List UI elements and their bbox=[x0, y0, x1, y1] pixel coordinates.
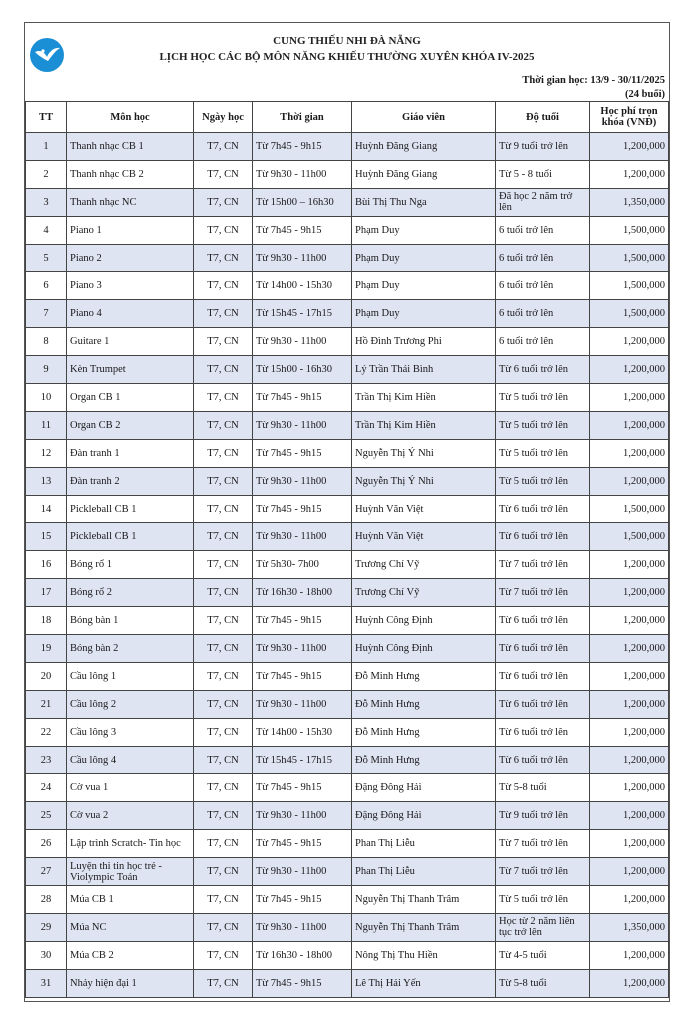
table-row bbox=[26, 941, 669, 969]
cell-age: Học từ 2 năm liên tục trở lên bbox=[496, 913, 590, 941]
table-row bbox=[26, 411, 669, 439]
table-row bbox=[26, 913, 669, 941]
cell-days: T7, CN bbox=[194, 439, 253, 467]
col-header-tt: TT bbox=[26, 102, 67, 133]
cell-fee: 1,350,000 bbox=[590, 188, 669, 216]
cell-fee: 1,200,000 bbox=[590, 160, 669, 188]
col-header-age: Độ tuổi bbox=[496, 102, 590, 133]
cell-tt: 29 bbox=[26, 913, 67, 941]
table-row bbox=[26, 216, 669, 244]
cell-teacher: Đỗ Minh Hưng bbox=[352, 662, 496, 690]
cell-days: T7, CN bbox=[194, 774, 253, 802]
table-row bbox=[26, 830, 669, 858]
cell-time: Từ 9h30 - 11h00 bbox=[253, 328, 352, 356]
cell-tt: 6 bbox=[26, 272, 67, 300]
table-row bbox=[26, 746, 669, 774]
cell-tt: 30 bbox=[26, 941, 67, 969]
cell-fee: 1,350,000 bbox=[590, 913, 669, 941]
cell-age: Từ 5 tuổi trở lên bbox=[496, 411, 590, 439]
cell-age: Từ 7 tuổi trở lên bbox=[496, 830, 590, 858]
cell-teacher: Nông Thị Thu Hiền bbox=[352, 941, 496, 969]
cell-days: T7, CN bbox=[194, 495, 253, 523]
cell-tt: 2 bbox=[26, 160, 67, 188]
cell-tt: 9 bbox=[26, 356, 67, 384]
cell-days: T7, CN bbox=[194, 802, 253, 830]
cell-teacher: Huỳnh Đăng Giang bbox=[352, 160, 496, 188]
cell-days: T7, CN bbox=[194, 662, 253, 690]
table-body bbox=[26, 133, 669, 998]
cell-fee: 1,200,000 bbox=[590, 662, 669, 690]
table-row bbox=[26, 467, 669, 495]
cell-fee: 1,200,000 bbox=[590, 802, 669, 830]
cell-fee: 1,200,000 bbox=[590, 384, 669, 412]
cell-days: T7, CN bbox=[194, 216, 253, 244]
cell-tt: 3 bbox=[26, 188, 67, 216]
cell-age: Từ 6 tuổi trở lên bbox=[496, 690, 590, 718]
cell-days: T7, CN bbox=[194, 746, 253, 774]
cell-time: Từ 7h45 - 9h15 bbox=[253, 969, 352, 997]
cell-age: Từ 5 tuổi trở lên bbox=[496, 439, 590, 467]
cell-days: T7, CN bbox=[194, 133, 253, 161]
cell-time: Từ 9h30 - 11h00 bbox=[253, 913, 352, 941]
cell-teacher: Phạm Duy bbox=[352, 244, 496, 272]
cell-time: Từ 15h00 - 16h30 bbox=[253, 356, 352, 384]
cell-teacher: Đỗ Minh Hưng bbox=[352, 690, 496, 718]
cell-tt: 20 bbox=[26, 662, 67, 690]
cell-days: T7, CN bbox=[194, 384, 253, 412]
table-row bbox=[26, 551, 669, 579]
cell-time: Từ 14h00 - 15h30 bbox=[253, 272, 352, 300]
cell-teacher: Đặng Đông Hải bbox=[352, 802, 496, 830]
cell-tt: 1 bbox=[26, 133, 67, 161]
cell-time: Từ 9h30 - 11h00 bbox=[253, 858, 352, 886]
cell-tt: 4 bbox=[26, 216, 67, 244]
cell-tt: 27 bbox=[26, 858, 67, 886]
table-row bbox=[26, 635, 669, 663]
cell-fee: 1,200,000 bbox=[590, 133, 669, 161]
cell-days: T7, CN bbox=[194, 300, 253, 328]
org-name: CUNG THIẾU NHI ĐÀ NẴNG bbox=[273, 35, 421, 47]
cell-days: T7, CN bbox=[194, 523, 253, 551]
cell-age: Từ 6 tuổi trở lên bbox=[496, 746, 590, 774]
cell-time: Từ 7h45 - 9h15 bbox=[253, 830, 352, 858]
cell-tt: 16 bbox=[26, 551, 67, 579]
cell-tt: 12 bbox=[26, 439, 67, 467]
cell-subject: Nhảy hiện đại 1 bbox=[67, 969, 194, 997]
cell-fee: 1,200,000 bbox=[590, 356, 669, 384]
cell-tt: 10 bbox=[26, 384, 67, 412]
cell-time: Từ 7h45 - 9h15 bbox=[253, 216, 352, 244]
cell-subject: Cầu lông 1 bbox=[67, 662, 194, 690]
cell-fee: 1,200,000 bbox=[590, 411, 669, 439]
cell-time: Từ 9h30 - 11h00 bbox=[253, 160, 352, 188]
cell-fee: 1,500,000 bbox=[590, 216, 669, 244]
cell-teacher: Đỗ Minh Hưng bbox=[352, 718, 496, 746]
cell-time: Từ 15h45 - 17h15 bbox=[253, 300, 352, 328]
cell-fee: 1,500,000 bbox=[590, 495, 669, 523]
cell-time: Từ 14h00 - 15h30 bbox=[253, 718, 352, 746]
cell-time: Từ 9h30 - 11h00 bbox=[253, 244, 352, 272]
cell-subject: Piano 2 bbox=[67, 244, 194, 272]
col-header-teacher: Giáo viên bbox=[352, 102, 496, 133]
cell-fee: 1,200,000 bbox=[590, 969, 669, 997]
cell-days: T7, CN bbox=[194, 244, 253, 272]
table-row bbox=[26, 886, 669, 914]
cell-subject: Đàn tranh 1 bbox=[67, 439, 194, 467]
cell-age: Từ 6 tuổi trở lên bbox=[496, 495, 590, 523]
cell-time: Từ 15h00 – 16h30 bbox=[253, 188, 352, 216]
cell-age: Từ 5 tuổi trở lên bbox=[496, 384, 590, 412]
cell-teacher: Huỳnh Văn Việt bbox=[352, 523, 496, 551]
cell-subject: Bóng rổ 2 bbox=[67, 579, 194, 607]
cell-subject: Cầu lông 3 bbox=[67, 718, 194, 746]
cell-time: Từ 5h30- 7h00 bbox=[253, 551, 352, 579]
table-row bbox=[26, 579, 669, 607]
cell-tt: 5 bbox=[26, 244, 67, 272]
cell-days: T7, CN bbox=[194, 356, 253, 384]
cell-fee: 1,200,000 bbox=[590, 690, 669, 718]
cell-fee: 1,200,000 bbox=[590, 718, 669, 746]
cell-subject: Piano 4 bbox=[67, 300, 194, 328]
cell-days: T7, CN bbox=[194, 858, 253, 886]
cell-tt: 26 bbox=[26, 830, 67, 858]
cell-tt: 19 bbox=[26, 635, 67, 663]
cell-age: Từ 5 tuổi trở lên bbox=[496, 467, 590, 495]
cell-teacher: Phạm Duy bbox=[352, 216, 496, 244]
col-header-subject: Môn học bbox=[67, 102, 194, 133]
cell-age: 6 tuổi trở lên bbox=[496, 300, 590, 328]
schedule-table bbox=[25, 101, 669, 998]
cell-tt: 18 bbox=[26, 607, 67, 635]
cell-fee: 1,500,000 bbox=[590, 523, 669, 551]
table-row bbox=[26, 439, 669, 467]
cell-teacher: Lý Trần Thái Bình bbox=[352, 356, 496, 384]
cell-teacher: Nguyễn Thị Ý Nhi bbox=[352, 467, 496, 495]
cell-teacher: Trương Chí Vỹ bbox=[352, 579, 496, 607]
cell-tt: 25 bbox=[26, 802, 67, 830]
cell-teacher: Trương Chí Vỹ bbox=[352, 551, 496, 579]
cell-age: 6 tuổi trở lên bbox=[496, 216, 590, 244]
cell-fee: 1,500,000 bbox=[590, 244, 669, 272]
cell-teacher: Lê Thị Hải Yến bbox=[352, 969, 496, 997]
cell-tt: 24 bbox=[26, 774, 67, 802]
cell-subject: Bóng bàn 1 bbox=[67, 607, 194, 635]
table-row bbox=[26, 384, 669, 412]
cell-days: T7, CN bbox=[194, 579, 253, 607]
cell-days: T7, CN bbox=[194, 272, 253, 300]
cell-fee: 1,500,000 bbox=[590, 272, 669, 300]
cell-age: 6 tuổi trở lên bbox=[496, 272, 590, 300]
cell-age: Từ 6 tuổi trở lên bbox=[496, 607, 590, 635]
cell-teacher: Nguyễn Thị Thanh Trâm bbox=[352, 913, 496, 941]
cell-age: Từ 9 tuổi trở lên bbox=[496, 133, 590, 161]
session-count: (24 buổi) bbox=[625, 89, 665, 100]
cell-age: Từ 7 tuổi trở lên bbox=[496, 858, 590, 886]
cell-fee: 1,500,000 bbox=[590, 300, 669, 328]
cell-tt: 28 bbox=[26, 886, 67, 914]
cell-fee: 1,200,000 bbox=[590, 858, 669, 886]
cell-teacher: Huỳnh Công Định bbox=[352, 607, 496, 635]
cell-time: Từ 9h30 - 11h00 bbox=[253, 635, 352, 663]
table-header-row bbox=[26, 102, 669, 133]
cell-tt: 14 bbox=[26, 495, 67, 523]
cell-age: Từ 5 - 8 tuổi bbox=[496, 160, 590, 188]
cell-teacher: Phan Thị Liễu bbox=[352, 858, 496, 886]
cell-days: T7, CN bbox=[194, 551, 253, 579]
cell-age: 6 tuổi trở lên bbox=[496, 244, 590, 272]
cell-age: Từ 5-8 tuổi bbox=[496, 969, 590, 997]
table-row bbox=[26, 858, 669, 886]
cell-subject: Cầu lông 4 bbox=[67, 746, 194, 774]
table-row bbox=[26, 969, 669, 997]
table-row bbox=[26, 690, 669, 718]
table-row bbox=[26, 718, 669, 746]
table-row bbox=[26, 300, 669, 328]
cell-teacher: Bùi Thị Thu Nga bbox=[352, 188, 496, 216]
cell-age: Từ 7 tuổi trở lên bbox=[496, 551, 590, 579]
cell-fee: 1,200,000 bbox=[590, 439, 669, 467]
cell-teacher: Hồ Đình Trương Phi bbox=[352, 328, 496, 356]
cell-days: T7, CN bbox=[194, 188, 253, 216]
cell-subject: Thanh nhạc NC bbox=[67, 188, 194, 216]
cell-subject: Cờ vua 1 bbox=[67, 774, 194, 802]
cell-teacher: Huỳnh Đăng Giang bbox=[352, 133, 496, 161]
cell-age: Từ 6 tuổi trở lên bbox=[496, 718, 590, 746]
schedule-sheet bbox=[24, 22, 670, 1002]
cell-time: Từ 15h45 - 17h15 bbox=[253, 746, 352, 774]
cell-days: T7, CN bbox=[194, 635, 253, 663]
cell-age: Từ 9 tuổi trở lên bbox=[496, 802, 590, 830]
table-row bbox=[26, 495, 669, 523]
cell-time: Từ 7h45 - 9h15 bbox=[253, 607, 352, 635]
cell-time: Từ 9h30 - 11h00 bbox=[253, 802, 352, 830]
cell-subject: Luyện thi tin học trẻ - Violympic Toán bbox=[67, 858, 194, 886]
cell-teacher: Nguyễn Thị Thanh Trâm bbox=[352, 886, 496, 914]
cell-subject: Pickleball CB 1 bbox=[67, 523, 194, 551]
col-header-time: Thời gian bbox=[253, 102, 352, 133]
schedule-dates: Thời gian học: 13/9 - 30/11/2025 bbox=[522, 75, 665, 86]
cell-fee: 1,200,000 bbox=[590, 635, 669, 663]
cell-age: Từ 5 tuổi trở lên bbox=[496, 886, 590, 914]
cell-teacher: Huỳnh Công Định bbox=[352, 635, 496, 663]
cell-fee: 1,200,000 bbox=[590, 774, 669, 802]
cell-subject: Múa NC bbox=[67, 913, 194, 941]
cell-age: Từ 7 tuổi trở lên bbox=[496, 579, 590, 607]
cell-time: Từ 7h45 - 9h15 bbox=[253, 384, 352, 412]
table-row bbox=[26, 607, 669, 635]
cell-tt: 22 bbox=[26, 718, 67, 746]
cell-fee: 1,200,000 bbox=[590, 467, 669, 495]
cell-age: Từ 5-8 tuổi bbox=[496, 774, 590, 802]
cell-days: T7, CN bbox=[194, 886, 253, 914]
table-row bbox=[26, 244, 669, 272]
cell-subject: Thanh nhạc CB 1 bbox=[67, 133, 194, 161]
cell-days: T7, CN bbox=[194, 328, 253, 356]
cell-subject: Guitare 1 bbox=[67, 328, 194, 356]
cell-teacher: Phan Thị Liễu bbox=[352, 830, 496, 858]
table-row bbox=[26, 774, 669, 802]
cell-teacher: Huỳnh Văn Việt bbox=[352, 495, 496, 523]
cell-subject: Organ CB 1 bbox=[67, 384, 194, 412]
page-title: LỊCH HỌC CÁC BỘ MÔN NĂNG KHIẾU THƯỜNG XUYÊN KHÓA IV-2025 bbox=[159, 51, 535, 63]
cell-subject: Đàn tranh 2 bbox=[67, 467, 194, 495]
cell-days: T7, CN bbox=[194, 467, 253, 495]
cell-subject: Thanh nhạc CB 2 bbox=[67, 160, 194, 188]
cell-time: Từ 7h45 - 9h15 bbox=[253, 439, 352, 467]
cell-tt: 23 bbox=[26, 746, 67, 774]
cell-subject: Piano 1 bbox=[67, 216, 194, 244]
cell-days: T7, CN bbox=[194, 969, 253, 997]
cell-time: Từ 9h30 - 11h00 bbox=[253, 690, 352, 718]
cell-subject: Organ CB 2 bbox=[67, 411, 194, 439]
cell-time: Từ 16h30 - 18h00 bbox=[253, 579, 352, 607]
cell-teacher: Phạm Duy bbox=[352, 300, 496, 328]
cell-tt: 13 bbox=[26, 467, 67, 495]
cell-age: Từ 6 tuổi trở lên bbox=[496, 662, 590, 690]
cell-days: T7, CN bbox=[194, 941, 253, 969]
cell-fee: 1,200,000 bbox=[590, 607, 669, 635]
cell-subject: Bóng bàn 2 bbox=[67, 635, 194, 663]
cell-subject: Lập trình Scratch- Tin học bbox=[67, 830, 194, 858]
cell-fee: 1,200,000 bbox=[590, 579, 669, 607]
cell-time: Từ 7h45 - 9h15 bbox=[253, 886, 352, 914]
cell-subject: Cầu lông 2 bbox=[67, 690, 194, 718]
table-row bbox=[26, 272, 669, 300]
col-header-fee: Học phí trọn khóa (VNĐ) bbox=[590, 102, 669, 133]
cell-days: T7, CN bbox=[194, 718, 253, 746]
table-row bbox=[26, 523, 669, 551]
cell-teacher: Nguyễn Thị Ý Nhi bbox=[352, 439, 496, 467]
cell-age: Từ 6 tuổi trở lên bbox=[496, 635, 590, 663]
cell-subject: Cờ vua 2 bbox=[67, 802, 194, 830]
table-row bbox=[26, 662, 669, 690]
table-row bbox=[26, 328, 669, 356]
cell-teacher: Trần Thị Kim Hiền bbox=[352, 411, 496, 439]
cell-time: Từ 7h45 - 9h15 bbox=[253, 495, 352, 523]
cell-subject: Bóng rổ 1 bbox=[67, 551, 194, 579]
cell-time: Từ 7h45 - 9h15 bbox=[253, 662, 352, 690]
cell-tt: 7 bbox=[26, 300, 67, 328]
cell-days: T7, CN bbox=[194, 160, 253, 188]
cell-tt: 11 bbox=[26, 411, 67, 439]
cell-time: Từ 9h30 - 11h00 bbox=[253, 411, 352, 439]
cell-age: Đã học 2 năm trở lên bbox=[496, 188, 590, 216]
cell-age: Từ 4-5 tuổi bbox=[496, 941, 590, 969]
cell-fee: 1,200,000 bbox=[590, 886, 669, 914]
cell-subject: Piano 3 bbox=[67, 272, 194, 300]
cell-time: Từ 7h45 - 9h15 bbox=[253, 133, 352, 161]
cell-days: T7, CN bbox=[194, 830, 253, 858]
cell-days: T7, CN bbox=[194, 913, 253, 941]
cell-teacher: Phạm Duy bbox=[352, 272, 496, 300]
cell-subject: Kèn Trumpet bbox=[67, 356, 194, 384]
cell-tt: 8 bbox=[26, 328, 67, 356]
cell-subject: Múa CB 1 bbox=[67, 886, 194, 914]
cell-teacher: Đỗ Minh Hưng bbox=[352, 746, 496, 774]
cell-age: Từ 6 tuổi trở lên bbox=[496, 356, 590, 384]
cell-subject: Múa CB 2 bbox=[67, 941, 194, 969]
cell-days: T7, CN bbox=[194, 607, 253, 635]
cell-subject: Pickleball CB 1 bbox=[67, 495, 194, 523]
cell-fee: 1,200,000 bbox=[590, 328, 669, 356]
cell-time: Từ 16h30 - 18h00 bbox=[253, 941, 352, 969]
table-row bbox=[26, 188, 669, 216]
cell-tt: 17 bbox=[26, 579, 67, 607]
cell-tt: 15 bbox=[26, 523, 67, 551]
cell-fee: 1,200,000 bbox=[590, 830, 669, 858]
cell-time: Từ 9h30 - 11h00 bbox=[253, 523, 352, 551]
table-row bbox=[26, 133, 669, 161]
cell-days: T7, CN bbox=[194, 411, 253, 439]
cell-tt: 21 bbox=[26, 690, 67, 718]
cell-age: 6 tuổi trở lên bbox=[496, 328, 590, 356]
col-header-days: Ngày học bbox=[194, 102, 253, 133]
cell-time: Từ 9h30 - 11h00 bbox=[253, 467, 352, 495]
table-row bbox=[26, 356, 669, 384]
cell-age: Từ 6 tuổi trở lên bbox=[496, 523, 590, 551]
cell-teacher: Đặng Đông Hải bbox=[352, 774, 496, 802]
cell-days: T7, CN bbox=[194, 690, 253, 718]
cell-fee: 1,200,000 bbox=[590, 941, 669, 969]
cell-fee: 1,200,000 bbox=[590, 551, 669, 579]
cell-teacher: Trần Thị Kim Hiền bbox=[352, 384, 496, 412]
cell-fee: 1,200,000 bbox=[590, 746, 669, 774]
table-row bbox=[26, 802, 669, 830]
table-row bbox=[26, 160, 669, 188]
cell-tt: 31 bbox=[26, 969, 67, 997]
cell-time: Từ 7h45 - 9h15 bbox=[253, 774, 352, 802]
